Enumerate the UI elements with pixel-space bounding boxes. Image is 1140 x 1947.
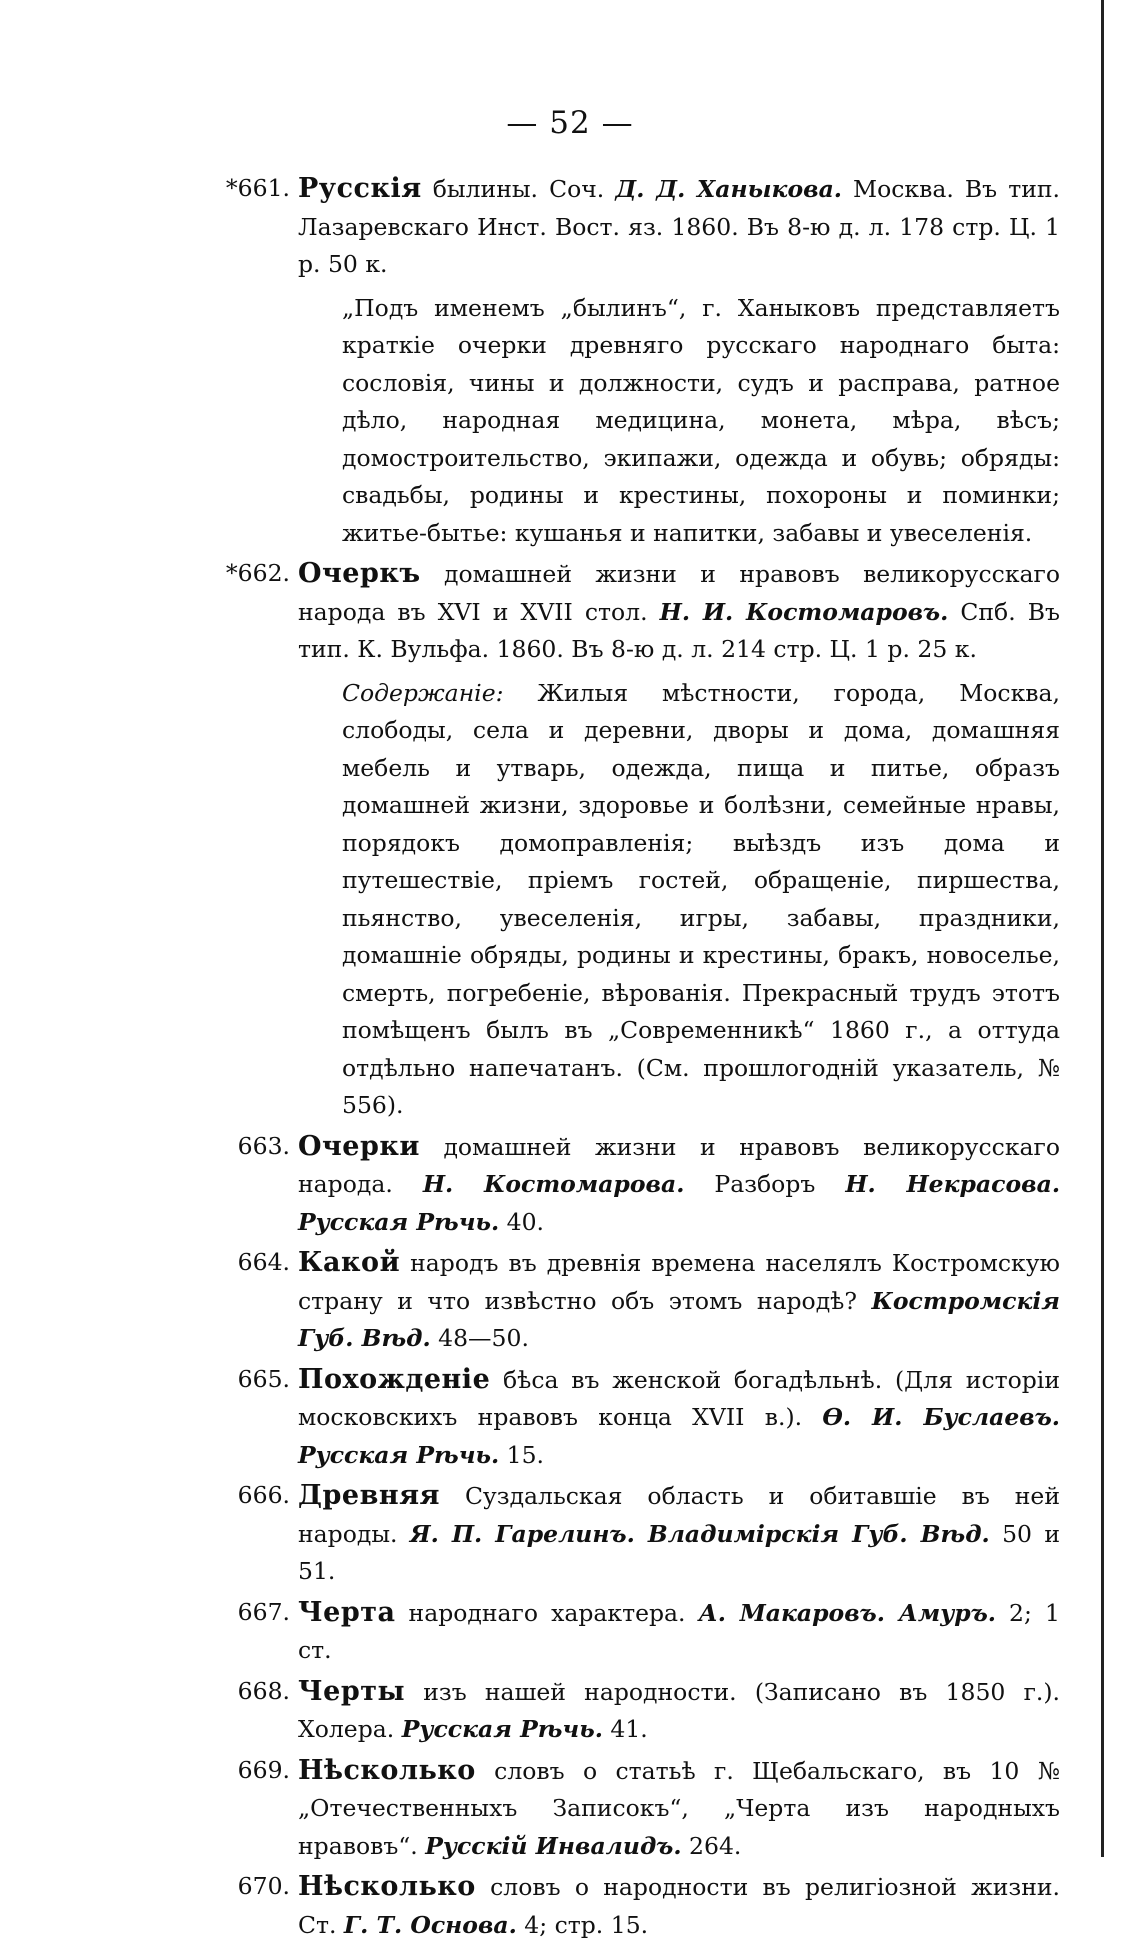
entry-number: 668.: [237, 1676, 290, 1705]
entry-author-source: Н. И. Костомаровъ.: [659, 597, 949, 626]
entry-author-source: Русскій Инвалидъ.: [425, 1831, 682, 1860]
entry-description: 4; стр. 15.: [516, 1910, 649, 1939]
entry-number: 669.: [237, 1755, 290, 1784]
entry-text: [298, 1673, 1060, 1749]
entry-text: [298, 1752, 1060, 1866]
entry-author-source: Г. Т. Основа.: [343, 1910, 517, 1939]
entry-number: 663.: [237, 1131, 290, 1160]
page-number: — 52 —: [506, 105, 634, 141]
bibliography-entry: [180, 1244, 1060, 1358]
entry-title: Похожденіе: [298, 1363, 491, 1395]
entry-number: *662.: [225, 559, 290, 587]
entry-text: [298, 1244, 1060, 1358]
entry-annotation: [298, 675, 1060, 1125]
entry-description: 40.: [499, 1207, 545, 1236]
entry-author-source: Ѳ. И. Буслаевъ. Русская Рѣчь.: [298, 1403, 1060, 1469]
entry-description: Москва. Въ тип. Лазаревскаго Инст. Вост. яз. 1860. Въ 8-ю д. л. 178 стр. Ц. 1 р. 50 к.: [298, 175, 1060, 278]
entry-text: [298, 1128, 1060, 1242]
entry-author-source: Русская Рѣчь.: [401, 1715, 603, 1743]
entry-description: народнаго характера.: [395, 1598, 699, 1627]
entry-description: Спб. Въ тип. К. Вульфа. 1860. Въ 8-ю д. л. 214 стр. Ц. 1 р. 25 к.: [298, 597, 1060, 663]
entry-title: Русскія: [298, 173, 422, 204]
bibliography-entry: [180, 1477, 1060, 1591]
bibliography-entry: [180, 1752, 1060, 1866]
entry-list: [180, 170, 1060, 1947]
entry-title: Черта: [298, 1596, 396, 1628]
entry-description: Суздальская область и обитавшіе въ ней народы.: [298, 1482, 1060, 1548]
entry-description: домашней жизни и нравовъ великорусскаго народа.: [298, 1132, 1060, 1198]
entry-number: *661.: [225, 174, 290, 202]
entry-author-source: Д. Д. Ханыкова.: [615, 175, 842, 203]
entry-description: словъ о народности въ религіозной жизни. Ст.: [298, 1873, 1060, 1939]
entry-description: бѣса въ женской богадѣльнѣ. (Для исторіи московскихъ нравовъ конца XVII в.).: [298, 1365, 1060, 1431]
entry-description: домашней жизни и нравовъ великорусскаго народа въ XVI и XVII стол.: [298, 560, 1060, 626]
entry-text: [298, 555, 1060, 669]
bibliography-entry: [180, 1868, 1060, 1944]
entry-author-source: Я. П. Гарелинъ. Владимірскія Губ. Вѣд.: [409, 1519, 990, 1548]
entry-number: 667.: [237, 1597, 290, 1626]
entry-title: Нѣсколько: [298, 1754, 476, 1786]
entry-number: 670.: [237, 1872, 290, 1900]
entry-author-source: Н. Костомарова.: [422, 1170, 685, 1198]
entry-author-source: А. Макаровъ. Амуръ.: [698, 1598, 996, 1627]
entry-text: [298, 1361, 1060, 1475]
entry-text: [298, 1594, 1060, 1670]
entry-description: 48—50.: [430, 1324, 529, 1352]
entry-description: 264.: [681, 1831, 742, 1860]
entry-description: былины. Соч.: [421, 175, 616, 203]
bibliography-entry: [180, 170, 1060, 552]
entry-title: Нѣсколько: [298, 1871, 476, 1902]
page-edge: [1101, 0, 1104, 1857]
entry-number: 665.: [237, 1364, 290, 1393]
entry-description: 2; 1 ст.: [298, 1598, 1060, 1664]
entry-title: Древняя: [298, 1480, 440, 1511]
entry-title: Черты: [298, 1675, 406, 1707]
entry-annotation: [298, 290, 1060, 553]
entry-title: Какой: [298, 1247, 401, 1278]
entry-description: 41.: [602, 1715, 648, 1743]
entry-description: 15.: [499, 1440, 545, 1469]
bibliography-entry: [180, 1361, 1060, 1475]
entry-text: [298, 1868, 1060, 1944]
annotation-text: „Подъ именемъ „былинъ“, г. Ханыковъ представляетъ краткіе очерки древняго русскаго народнаго быта: сословія, чины и должности, судъ и расправа, ратное дѣло, народная медицина, монета, мѣра, вѣсъ; домостроительство, экипажи, одежда и обувь; обряды: свадьбы, родины и крестины, похороны и поминки; житье-бытье: кушанья и напитки, забавы и увеселенія.: [342, 293, 1060, 547]
entry-description: народъ въ древнія времена населялъ Костромскую страну и что извѣстно объ этомъ народѣ?: [298, 1249, 1060, 1315]
entry-title: Очерки: [298, 1130, 420, 1162]
annotation-text: Жилыя мѣстности, города, Москва, слободы, села и деревни, дворы и дома, домашняя мебель и утварь, одежда, пища и питье, образъ домашней жизни, здоровье и болѣзни, семейные нравы, порядокъ домоправленія; выѣздъ изъ дома и путешествіе, пріемъ гостей, обращеніе, пиршества, пьянство, увеселенія, игры, забавы, праздники, домашніе обряды, родины и крестины, бракъ, новоселье, смерть, погребеніе, вѣрованія. Прекрасный трудъ этотъ помѣщенъ былъ въ „Современникѣ“ 1860 г., а оттуда отдѣльно напечатанъ. (См. прошлогодній указатель, № 556).: [342, 678, 1060, 1119]
entry-text: [298, 1477, 1060, 1591]
bibliography-entry: [180, 555, 1060, 1125]
bibliography-entry: [180, 1128, 1060, 1242]
entry-author-source: Н. Некрасова. Русская Рѣчь.: [298, 1170, 1060, 1236]
entry-title: Очеркъ: [298, 558, 421, 589]
bibliography-entry: [180, 1594, 1060, 1670]
entry-description: словъ о статьѣ г. Щебальскаго, въ 10 № „Отечественныхъ Записокъ“, „Черта изъ народныхъ нравовъ“.: [298, 1756, 1060, 1860]
bibliography-entry: [180, 1673, 1060, 1749]
entry-description: Разборъ: [684, 1170, 846, 1198]
annotation-label: Содержаніе:: [342, 678, 504, 707]
entry-number: 664.: [237, 1248, 290, 1276]
entry-author-source: Костромскія Губ. Вѣд.: [298, 1286, 1060, 1352]
entry-description: изъ нашей народности. (Записано въ 1850 г.). Холера.: [298, 1677, 1060, 1743]
entry-description: 50 и 51.: [298, 1519, 1060, 1585]
entry-number: 666.: [237, 1481, 290, 1509]
entry-text: [298, 170, 1060, 284]
